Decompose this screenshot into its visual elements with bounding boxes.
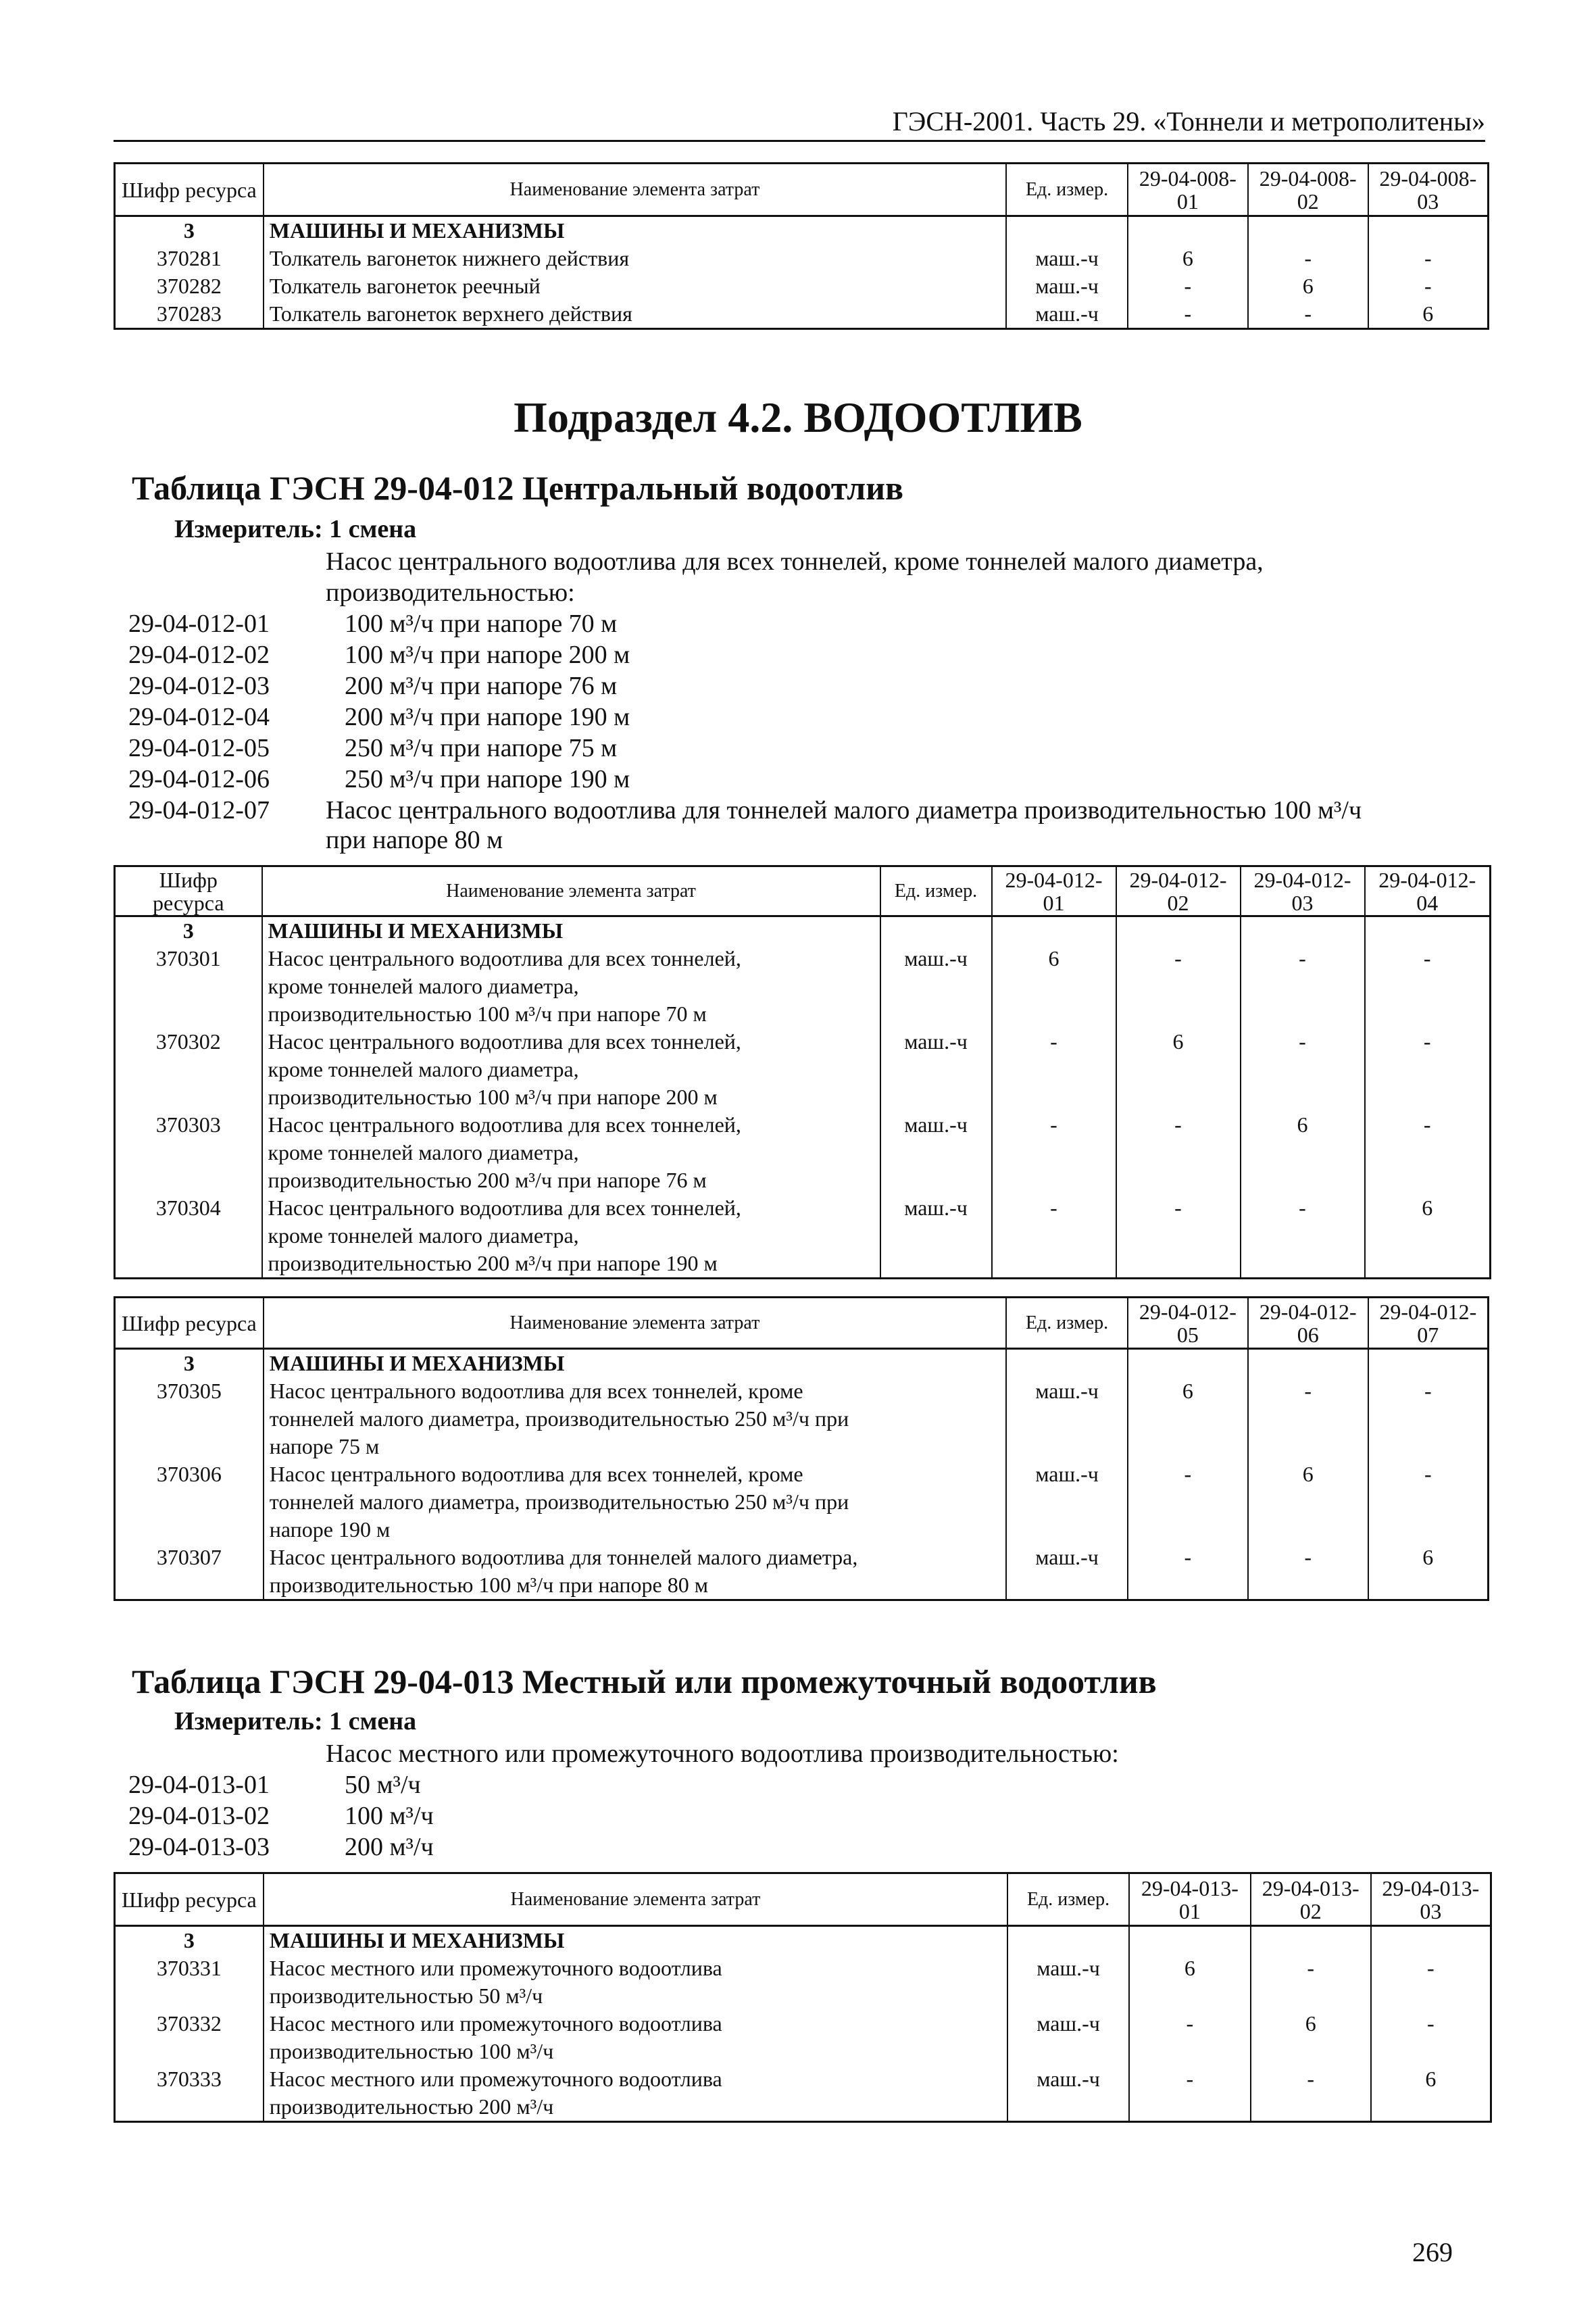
resource-code: 370281: [115, 245, 264, 272]
section-number: 3: [115, 1349, 264, 1378]
resource-name: [262, 1194, 880, 1279]
norm-value: 6: [1128, 1377, 1248, 1460]
norm-description: при напоре 80 м: [326, 826, 503, 854]
norm-value: -: [1248, 1377, 1368, 1460]
resource-unit: маш.-ч: [880, 1028, 992, 1111]
resource-name-line: Насос местного или промежуточного водоотлива: [269, 2067, 722, 2091]
resource-name-line: производительностью 100 м³/ч при напоре 80 м: [269, 1573, 708, 1597]
meter-label: Измеритель: 1 смена: [174, 515, 417, 543]
header-col: 29-04-012-02: [1116, 866, 1241, 916]
norm-value: -: [1128, 1460, 1248, 1544]
norm-description: 100 м³/ч: [345, 1802, 434, 1830]
norm-value: -: [1128, 1544, 1248, 1600]
table-row: [115, 245, 1489, 272]
norm-value: -: [1368, 1377, 1489, 1460]
norm-value: -: [1365, 1111, 1491, 1194]
norm-value: 6: [1241, 1111, 1365, 1194]
resource-name-line: напоре 75 м: [269, 1434, 380, 1458]
norm-value: 6: [1116, 1028, 1241, 1111]
resource-name: [262, 1028, 880, 1111]
norm-description: 200 м³/ч при напоре 76 м: [345, 672, 618, 700]
resource-unit: маш.-ч: [1007, 1954, 1129, 2010]
resource-unit: маш.-ч: [880, 1111, 992, 1194]
resource-name-line: кроме тоннелей малого диаметра,: [268, 1223, 579, 1248]
resource-name: [264, 1954, 1007, 2010]
resource-name-line: напоре 190 м: [269, 1517, 391, 1542]
header-col: 29-04-008-03: [1368, 164, 1489, 216]
subsection-title: Подраздел 4.2. ВОДООТЛИВ: [514, 393, 1082, 441]
resource-code: 370307: [115, 1544, 264, 1600]
table-row: [115, 1377, 1489, 1460]
resource-code: 370302: [115, 1028, 262, 1111]
resource-code: 370305: [115, 1377, 264, 1460]
resource-unit: маш.-ч: [1006, 1377, 1128, 1460]
norm-value: -: [992, 1111, 1116, 1194]
norm-code: 29-04-013-01: [128, 1771, 270, 1799]
header-code: Шифр ресурса: [115, 1873, 264, 1926]
norm-value: -: [1241, 945, 1365, 1028]
norm-code: 29-04-012-01: [128, 610, 270, 638]
resource-unit: маш.-ч: [1006, 300, 1128, 329]
table-row: [115, 1460, 1489, 1544]
resource-name-line: производительностью 200 м³/ч: [269, 2094, 554, 2119]
norm-code: 29-04-012-04: [128, 703, 270, 731]
header-col: 29-04-012-04: [1365, 866, 1491, 916]
resource-name-line: Насос центрального водоотлива для всех тоннелей,: [268, 1112, 741, 1137]
header-code: Шифр ресурса: [115, 1298, 264, 1349]
header-col: 29-04-013-03: [1371, 1873, 1491, 1926]
norm-value: -: [1368, 1460, 1489, 1544]
resource-name: Толкатель вагонеток верхнего действия: [264, 300, 1006, 329]
resource-name: [264, 2010, 1007, 2065]
norm-value: -: [1368, 272, 1489, 300]
norm-code: 29-04-012-06: [128, 765, 270, 793]
norm-description: 100 м³/ч при напоре 70 м: [345, 610, 618, 638]
resource-unit: маш.-ч: [1006, 272, 1128, 300]
resource-unit: маш.-ч: [880, 1194, 992, 1279]
norm-code: 29-04-013-03: [128, 1833, 270, 1861]
norm-value: 6: [1248, 1460, 1368, 1544]
resource-table-013: [114, 1872, 1492, 2123]
resource-code: 370304: [115, 1194, 262, 1279]
table-title: Таблица ГЭСН 29-04-012 Центральный водоотлив: [132, 469, 904, 507]
intro-line: Насос центрального водоотлива для всех тоннелей, кроме тоннелей малого диаметра,: [326, 547, 1264, 576]
resource-name-line: производительностью 100 м³/ч при напоре 200 м: [268, 1085, 718, 1109]
resource-code: 370332: [115, 2010, 264, 2065]
norm-value: 6: [1368, 1544, 1489, 1600]
resource-code: 370282: [115, 272, 264, 300]
norm-value: -: [1368, 245, 1489, 272]
resource-code: 370303: [115, 1111, 262, 1194]
norm-value: 6: [1129, 1954, 1251, 2010]
norm-description: 250 м³/ч при напоре 190 м: [345, 765, 630, 793]
resource-name: [262, 945, 880, 1028]
resource-name-line: Насос местного или промежуточного водоотлива: [269, 1956, 722, 1980]
header-col: 29-04-008-01: [1128, 164, 1248, 216]
table-row: [115, 2065, 1491, 2122]
resource-unit: маш.-ч: [1006, 245, 1128, 272]
header-name: Наименование элемента затрат: [264, 1298, 1006, 1349]
norm-value: -: [1251, 2065, 1371, 2122]
resource-name-line: производительностью 200 м³/ч при напоре 76 м: [268, 1168, 707, 1192]
table-row: [115, 945, 1491, 1028]
resource-name: [264, 1460, 1006, 1544]
table-row: [115, 1194, 1491, 1279]
norm-value: -: [992, 1028, 1116, 1111]
resource-table-012b: [114, 1296, 1489, 1601]
resource-name: Толкатель вагонеток реечный: [264, 272, 1006, 300]
header-code: Шифр ресурса: [115, 866, 262, 916]
norm-value: -: [1365, 1028, 1491, 1111]
norm-value: -: [1116, 1111, 1241, 1194]
header-name: Наименование элемента затрат: [264, 1873, 1007, 1926]
norm-value: 6: [992, 945, 1116, 1028]
norm-value: -: [992, 1194, 1116, 1279]
resource-name: [262, 1111, 880, 1194]
header-code: Шифр ресурса: [115, 164, 264, 216]
norm-description: 100 м³/ч при напоре 200 м: [345, 641, 630, 669]
header-name: Наименование элемента затрат: [264, 164, 1006, 216]
resource-name-line: производительностью 200 м³/ч при напоре 190 м: [268, 1251, 718, 1275]
intro-line: Насос местного или промежуточного водоотлива производительностью:: [326, 1740, 1119, 1768]
norm-description: Насос центрального водоотлива для тоннелей малого диаметра производительностью 100 м³/ч: [326, 796, 1362, 824]
header-col: 29-04-012-05: [1128, 1298, 1248, 1349]
resource-code: 370306: [115, 1460, 264, 1544]
table-row: [115, 300, 1489, 329]
norm-value: -: [1116, 1194, 1241, 1279]
norm-description: 200 м³/ч: [345, 1833, 434, 1861]
header-col: 29-04-012-01: [992, 866, 1116, 916]
resource-name-line: производительностью 100 м³/ч: [269, 2039, 554, 2063]
norm-code: 29-04-012-05: [128, 734, 270, 762]
norm-value: 6: [1368, 300, 1489, 329]
norm-value: -: [1241, 1028, 1365, 1111]
norm-value: -: [1128, 272, 1248, 300]
norm-value: -: [1371, 2010, 1491, 2065]
resource-table-008: [114, 162, 1489, 330]
table-title: Таблица ГЭСН 29-04-013 Местный или промежуточный водоотлив: [132, 1663, 1157, 1700]
table-row: [115, 1954, 1491, 2010]
norm-value: -: [1129, 2065, 1251, 2122]
resource-name-line: кроме тоннелей малого диаметра,: [268, 1057, 579, 1081]
resource-name: [264, 1544, 1006, 1600]
header-unit: Ед. измер.: [880, 866, 992, 916]
resource-unit: маш.-ч: [1006, 1544, 1128, 1600]
resource-name-line: Насос центрального водоотлива для тоннелей малого диаметра,: [269, 1545, 858, 1569]
norm-description: 50 м³/ч: [345, 1771, 421, 1799]
section-number: 3: [115, 1926, 264, 1955]
norm-code: 29-04-012-07: [128, 796, 270, 824]
resource-name-line: производительностью 100 м³/ч при напоре 70 м: [268, 1002, 707, 1026]
norm-value: 6: [1248, 272, 1368, 300]
resource-name-line: Насос центрального водоотлива для всех тоннелей,: [268, 1196, 741, 1220]
resource-name: [264, 2065, 1007, 2122]
norm-description: 250 м³/ч при напоре 75 м: [345, 734, 618, 762]
resource-name-line: Насос центрального водоотлива для всех тоннелей,: [268, 1029, 741, 1054]
resource-name-line: Насос центрального водоотлива для всех тоннелей, кроме: [269, 1379, 803, 1403]
resource-name-line: Насос центрального водоотлива для всех тоннелей,: [268, 946, 741, 970]
norm-value: -: [1371, 1954, 1491, 2010]
resource-unit: маш.-ч: [880, 945, 992, 1028]
resource-name-line: тоннелей малого диаметра, производительностью 250 м³/ч при: [269, 1406, 849, 1431]
norm-value: -: [1241, 1194, 1365, 1279]
norm-value: -: [1365, 945, 1491, 1028]
header-col: 29-04-012-07: [1368, 1298, 1489, 1349]
resource-code: 370333: [115, 2065, 264, 2122]
norm-value: 6: [1251, 2010, 1371, 2065]
norm-value: 6: [1128, 245, 1248, 272]
section-name: МАШИНЫ И МЕХАНИЗМЫ: [264, 1349, 1006, 1378]
resource-name-line: Насос местного или промежуточного водоотлива: [269, 2011, 722, 2036]
resource-code: 370301: [115, 945, 262, 1028]
resource-name: [264, 1377, 1006, 1460]
resource-name-line: кроме тоннелей малого диаметра,: [268, 1140, 579, 1164]
meter-label: Измеритель: 1 смена: [174, 1707, 417, 1736]
norm-value: -: [1248, 1544, 1368, 1600]
norm-code: 29-04-013-02: [128, 1802, 270, 1830]
header-col: 29-04-012-06: [1248, 1298, 1368, 1349]
norm-code: 29-04-012-02: [128, 641, 270, 669]
norm-code: 29-04-012-03: [128, 672, 270, 700]
header-col: 29-04-013-01: [1129, 1873, 1251, 1926]
norm-value: -: [1251, 1954, 1371, 2010]
section-name: МАШИНЫ И МЕХАНИЗМЫ: [264, 1926, 1007, 1955]
resource-name-line: кроме тоннелей малого диаметра,: [268, 974, 579, 998]
norm-value: -: [1116, 945, 1241, 1028]
table-row: [115, 1028, 1491, 1111]
section-name: МАШИНЫ И МЕХАНИЗМЫ: [262, 916, 880, 945]
norm-value: -: [1248, 300, 1368, 329]
norm-value: 6: [1365, 1194, 1491, 1279]
section-number: 3: [115, 216, 264, 245]
resource-code: 370331: [115, 1954, 264, 2010]
section-number: 3: [115, 916, 262, 945]
resource-name-line: тоннелей малого диаметра, производительностью 250 м³/ч при: [269, 1490, 849, 1514]
resource-unit: маш.-ч: [1006, 1460, 1128, 1544]
norm-value: -: [1248, 245, 1368, 272]
header-unit: Ед. измер.: [1007, 1873, 1129, 1926]
table-row: [115, 1111, 1491, 1194]
resource-name: Толкатель вагонеток нижнего действия: [264, 245, 1006, 272]
header-col: 29-04-008-02: [1248, 164, 1368, 216]
header-name: Наименование элемента затрат: [262, 866, 880, 916]
norm-value: -: [1128, 300, 1248, 329]
page-number: 269: [1412, 2237, 1453, 2267]
norm-description: 200 м³/ч при напоре 190 м: [345, 703, 630, 731]
norm-value: -: [1129, 2010, 1251, 2065]
norm-value: 6: [1371, 2065, 1491, 2122]
header-unit: Ед. измер.: [1006, 164, 1128, 216]
header-col: 29-04-012-03: [1241, 866, 1365, 916]
resource-name-line: Насос центрального водоотлива для всех тоннелей, кроме: [269, 1462, 803, 1486]
table-row: [115, 1544, 1489, 1600]
header-unit: Ед. измер.: [1006, 1298, 1128, 1349]
running-header: ГЭСН-2001. Часть 29. «Тоннели и метрополитены»: [114, 105, 1485, 142]
intro-line: производительностью:: [326, 578, 575, 607]
resource-unit: маш.-ч: [1007, 2010, 1129, 2065]
header-col: 29-04-013-02: [1251, 1873, 1371, 1926]
resource-table-012a: [114, 865, 1491, 1279]
section-name: МАШИНЫ И МЕХАНИЗМЫ: [264, 216, 1006, 245]
resource-code: 370283: [115, 300, 264, 329]
resource-unit: маш.-ч: [1007, 2065, 1129, 2122]
table-row: [115, 272, 1489, 300]
table-row: [115, 2010, 1491, 2065]
resource-name-line: производительностью 50 м³/ч: [269, 1984, 543, 2008]
